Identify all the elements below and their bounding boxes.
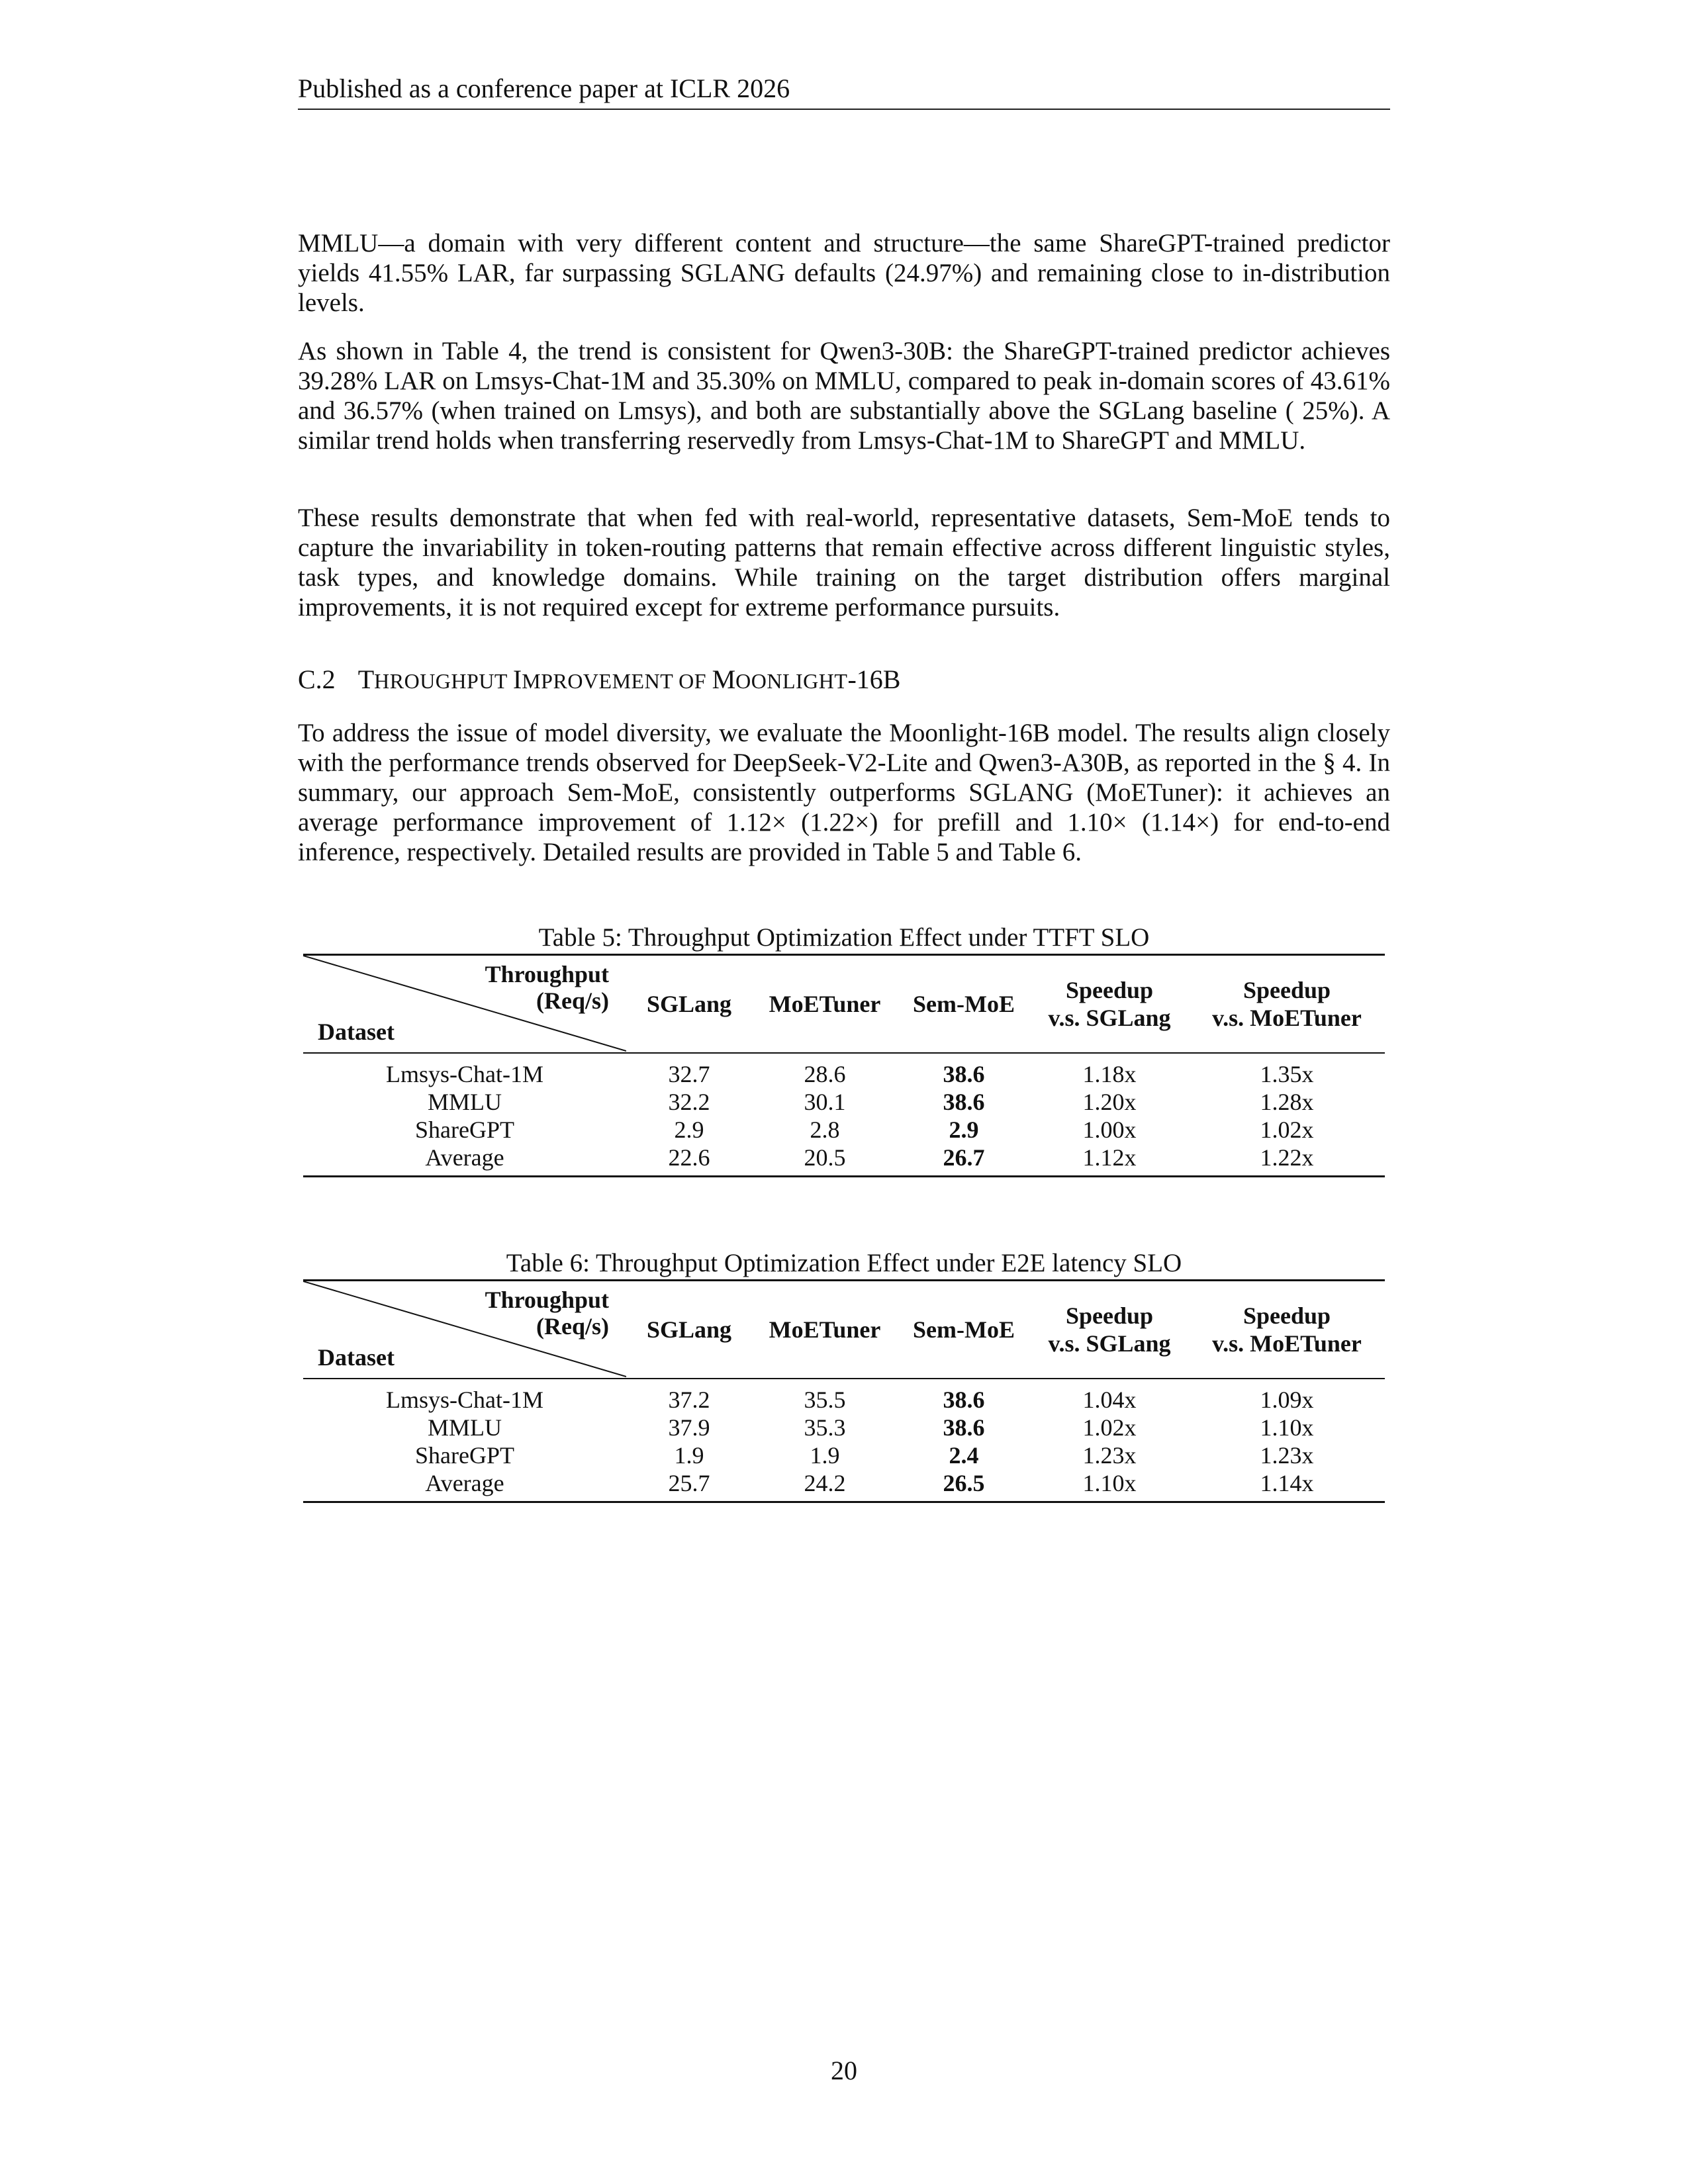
col-header-speedup-sglang: Speedup v.s. SGLang bbox=[1030, 1281, 1189, 1379]
table-row bbox=[303, 1088, 1385, 1116]
speedup-sglang-cell: 1.02x bbox=[1082, 1414, 1137, 1441]
col-header-speedup-moetuner: Speedup v.s. MoETuner bbox=[1189, 1281, 1385, 1379]
running-header: Published as a conference paper at ICLR 2026 bbox=[298, 71, 1390, 110]
semmoe-cell: 2.4 bbox=[949, 1442, 979, 1469]
col-header-moetuner: MoETuner bbox=[752, 955, 898, 1054]
dataset-cell: ShareGPT bbox=[415, 1116, 514, 1143]
speedup-moetuner-cell: 1.35x bbox=[1260, 1061, 1314, 1087]
speedup-sglang-cell: 1.00x bbox=[1082, 1116, 1137, 1143]
page-number: 20 bbox=[831, 2056, 857, 2085]
table-5 bbox=[303, 922, 1385, 1177]
col-header-semmoe: Sem-MoE bbox=[898, 955, 1030, 1054]
speedup-sglang-cell: 1.20x bbox=[1082, 1089, 1137, 1115]
speedup-moetuner-cell: 1.09x bbox=[1260, 1387, 1314, 1413]
speedup-moetuner-cell: 1.23x bbox=[1260, 1442, 1314, 1469]
paragraph-results-summary: These results demonstrate that when fed with real-world, representative datasets, Sem-MoE tends to capture the invariability in token-routing patterns that remain effective across different linguistic styles, task types, and knowledge domains. While training on the target distribution offers marginal improvements, it is not required except for extreme performance pursuits. bbox=[298, 504, 1390, 621]
col-header-moetuner: MoETuner bbox=[752, 1281, 898, 1379]
sglang-cell: 32.2 bbox=[668, 1089, 710, 1115]
paragraph-mmlu-transfer: MMLU—a domain with very different content and structure—the same ShareGPT-trained predictor yields 41.55% LAR, far surpassing SGLANG defaults (24.97%) and remaining close to in-distribution levels. bbox=[298, 229, 1390, 317]
col-header-sglang: SGLang bbox=[626, 1281, 752, 1379]
table-row bbox=[303, 1116, 1385, 1144]
speedup-moetuner-cell: 1.22x bbox=[1260, 1144, 1314, 1171]
throughput-table-e2e bbox=[303, 1279, 1385, 1503]
table-header-row bbox=[303, 1281, 1385, 1379]
speedup-sglang-cell: 1.18x bbox=[1082, 1061, 1137, 1087]
paragraph-qwen3-trend: As shown in Table 4, the trend is consistent for Qwen3-30B: the ShareGPT-trained predictor achieves 39.28% LAR on Lmsys-Chat-1M and 35.30% on MMLU, compared to peak in-domain scores of 43.61% and 36.57% (when trained on Lmsys), and both are substantially above the SGLang baseline ( 25%). A similar trend holds when transferring reservedly from Lmsys-Chat-1M to ShareGPT and MMLU. bbox=[298, 337, 1390, 455]
semmoe-cell: 38.6 bbox=[943, 1414, 985, 1441]
semmoe-cell: 38.6 bbox=[943, 1089, 985, 1115]
throughput-table-ttft bbox=[303, 954, 1385, 1177]
dataset-label: Dataset bbox=[318, 1344, 395, 1371]
sglang-cell: 32.7 bbox=[668, 1061, 710, 1087]
semmoe-cell: 26.7 bbox=[943, 1144, 985, 1171]
speedup-sglang-cell: 1.23x bbox=[1082, 1442, 1137, 1469]
semmoe-cell: 2.9 bbox=[949, 1116, 979, 1143]
speedup-moetuner-cell: 1.14x bbox=[1260, 1470, 1314, 1496]
table-row bbox=[303, 1441, 1385, 1469]
table-row bbox=[303, 1053, 1385, 1088]
table-header-row bbox=[303, 955, 1385, 1054]
moetuner-cell: 35.3 bbox=[804, 1414, 846, 1441]
col-header-speedup-sglang: Speedup v.s. SGLang bbox=[1030, 955, 1189, 1054]
sglang-cell: 2.9 bbox=[674, 1116, 704, 1143]
speedup-sglang-cell: 1.04x bbox=[1082, 1387, 1137, 1413]
section-title: THROUGHPUT IMPROVEMENT OF MOONLIGHT-16B bbox=[357, 664, 901, 694]
moetuner-cell: 2.8 bbox=[810, 1116, 840, 1143]
dataset-cell: Lmsys-Chat-1M bbox=[386, 1061, 543, 1087]
dataset-cell: MMLU bbox=[427, 1414, 502, 1441]
speedup-sglang-cell: 1.10x bbox=[1082, 1470, 1137, 1496]
semmoe-cell: 38.6 bbox=[943, 1061, 985, 1087]
paragraph-moonlight: To address the issue of model diversity, we evaluate the Moonlight-16B model. The results align closely with the performance trends observed for DeepSeek-V2-Lite and Qwen3-A30B, as reported in the § 4. In summary, our approach Sem-MoE, consistently outperforms SGLANG (MoETuner): it achieves an average performance improvement of 1.12× (1.22×) for prefill and 1.10× (1.14×) for end-to-end inference, respectively. Detailed results are provided in Table 5 and Table 6. bbox=[298, 719, 1390, 866]
dataset-cell: Average bbox=[425, 1470, 504, 1496]
dataset-cell: Average bbox=[425, 1144, 504, 1171]
speedup-moetuner-cell: 1.02x bbox=[1260, 1116, 1314, 1143]
throughput-unit-label: Throughput (Req/s) bbox=[485, 961, 609, 1014]
throughput-unit-label: Throughput (Req/s) bbox=[485, 1287, 609, 1340]
speedup-moetuner-cell: 1.10x bbox=[1260, 1414, 1314, 1441]
table-row bbox=[303, 1414, 1385, 1441]
section-number: C.2 bbox=[298, 664, 336, 694]
moetuner-cell: 28.6 bbox=[804, 1061, 846, 1087]
sglang-cell: 22.6 bbox=[668, 1144, 710, 1171]
table-caption: Table 6: Throughput Optimization Effect under E2E latency SLO bbox=[506, 1249, 1182, 1277]
col-header-semmoe: Sem-MoE bbox=[898, 1281, 1030, 1379]
table-caption: Table 5: Throughput Optimization Effect under TTFT SLO bbox=[538, 923, 1150, 952]
moetuner-cell: 35.5 bbox=[804, 1387, 846, 1413]
dataset-cell: Lmsys-Chat-1M bbox=[386, 1387, 543, 1413]
speedup-moetuner-cell: 1.28x bbox=[1260, 1089, 1314, 1115]
semmoe-cell: 26.5 bbox=[943, 1470, 985, 1496]
moetuner-cell: 20.5 bbox=[804, 1144, 846, 1171]
moetuner-cell: 30.1 bbox=[804, 1089, 846, 1115]
sglang-cell: 37.9 bbox=[668, 1414, 710, 1441]
speedup-sglang-cell: 1.12x bbox=[1082, 1144, 1137, 1171]
table-6 bbox=[303, 1248, 1385, 1503]
dataset-cell: ShareGPT bbox=[415, 1442, 514, 1469]
table-row bbox=[303, 1144, 1385, 1177]
col-header-sglang: SGLang bbox=[626, 955, 752, 1054]
moetuner-cell: 1.9 bbox=[810, 1442, 840, 1469]
diagonal-header-cell bbox=[303, 1281, 626, 1379]
semmoe-cell: 38.6 bbox=[943, 1387, 985, 1413]
section-heading bbox=[298, 663, 900, 698]
col-header-speedup-moetuner: Speedup v.s. MoETuner bbox=[1189, 955, 1385, 1054]
dataset-label: Dataset bbox=[318, 1019, 395, 1045]
moetuner-cell: 24.2 bbox=[804, 1470, 846, 1496]
table-row bbox=[303, 1469, 1385, 1502]
diagonal-header-cell bbox=[303, 955, 626, 1054]
table-row bbox=[303, 1379, 1385, 1414]
sglang-cell: 37.2 bbox=[668, 1387, 710, 1413]
sglang-cell: 25.7 bbox=[668, 1470, 710, 1496]
dataset-cell: MMLU bbox=[427, 1089, 502, 1115]
sglang-cell: 1.9 bbox=[674, 1442, 704, 1469]
